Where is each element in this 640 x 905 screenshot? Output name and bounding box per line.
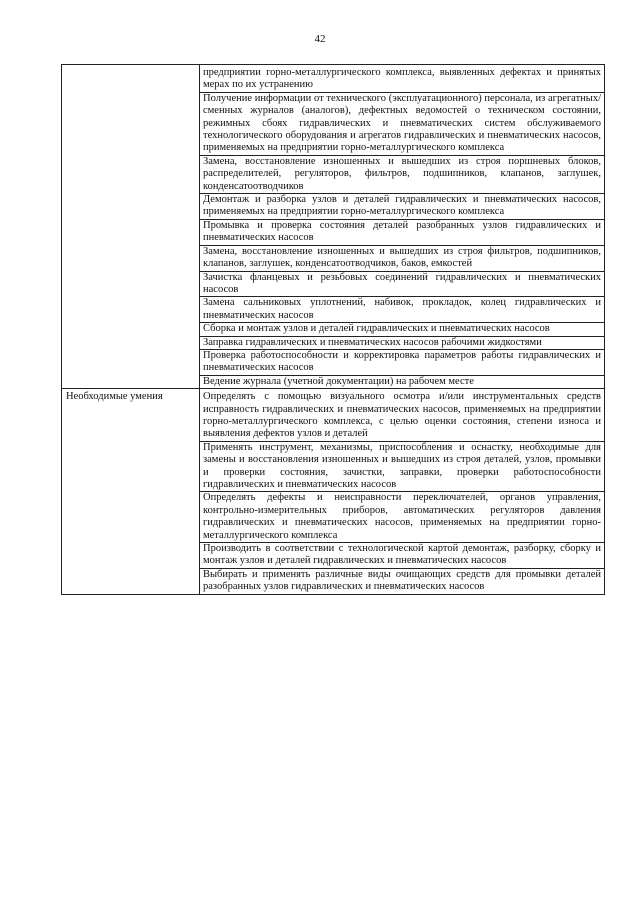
- table-row: [62, 389, 605, 442]
- list-item: Сборка и монтаж узлов и деталей гидравлических и пневматических насосов: [200, 323, 605, 336]
- competency-table: [61, 64, 605, 595]
- list-item: Производить в соответствии с технологической картой демонтаж, разборку, сборку и монтаж узлов и деталей гидравлических и пневматических насосов: [200, 543, 605, 569]
- section-label: [62, 65, 200, 389]
- list-item: Заправка гидравлических и пневматических насосов рабочими жидкостями: [200, 336, 605, 349]
- list-item: Проверка работоспособности и корректировка параметров работы гидравлических и пневматических насосов: [200, 349, 605, 375]
- list-item: Промывка и проверка состояния деталей разобранных узлов гидравлических и пневматических насосов: [200, 219, 605, 245]
- section-label-skills: Необходимые умения: [62, 389, 200, 595]
- list-item: Зачистка фланцевых и резьбовых соединений гидравлических и пневматических насосов: [200, 271, 605, 297]
- list-item: Замена сальниковых уплотнений, набивок, прокладок, колец гидравлических и пневматических насосов: [200, 297, 605, 323]
- list-item: Выбирать и применять различные виды очищающих средств для промывки деталей разобранных узлов гидравлических и пневматических насосов: [200, 568, 605, 594]
- list-item: Применять инструмент, механизмы, приспособления и оснастку, необходимые для замены и восстановления изношенных и вышедших из строя деталей, узлов, промывки и проверки состояния, зачистки, заправки, проверки работоспособности гидравлических и пневматических насосов: [200, 441, 605, 492]
- list-item: Демонтаж и разборка узлов и деталей гидравлических и пневматических насосов, применяемых на предприятии горно-металлургического комплекса: [200, 194, 605, 220]
- list-item: Определять дефекты и неисправности переключателей, органов управления, контрольно-измерительных приборов, автоматических регуляторов давления гидравлических и пневматических насосов, применяемых на предприятии горно-металлургического комплекса: [200, 492, 605, 543]
- list-item: Ведение журнала (учетной документации) на рабочем месте: [200, 375, 605, 388]
- list-item: предприятии горно-металлургического комплекса, выявленных дефектах и принятых мерах по их устранению: [200, 65, 605, 93]
- list-item: Получение информации от технического (эксплуатационного) персонала, из агрегатных/сменных журналов (аналогов), дефектных ведомостей о техническом состоянии, режимных сбоях гидравлических и пневматических систем обслуживаемого технологического оборудования и агрегатов гидравлических и пневматических насосов, применяемых на предприятии горно-металлургического комплекса: [200, 92, 605, 155]
- list-item: Замена, восстановление изношенных и вышедших из строя поршневых блоков, распределителей, регуляторов, фильтров, подшипников, клапанов, заглушек, конденсатоотводчиков: [200, 155, 605, 193]
- list-item: Замена, восстановление изношенных и вышедших из строя фильтров, подшипников, клапанов, заглушек, конденсатоотводчиков, баков, емкостей: [200, 245, 605, 271]
- table-row: [62, 65, 605, 93]
- page-number: 42: [314, 33, 326, 45]
- list-item: Определять с помощью визуального осмотра и/или инструментальных средств исправность гидравлических и пневматических насосов, применяемых на предприятии горно-металлургического комплекса, с целью оценки состояния, степени износа и выявления дефектов узлов и деталей: [200, 389, 605, 442]
